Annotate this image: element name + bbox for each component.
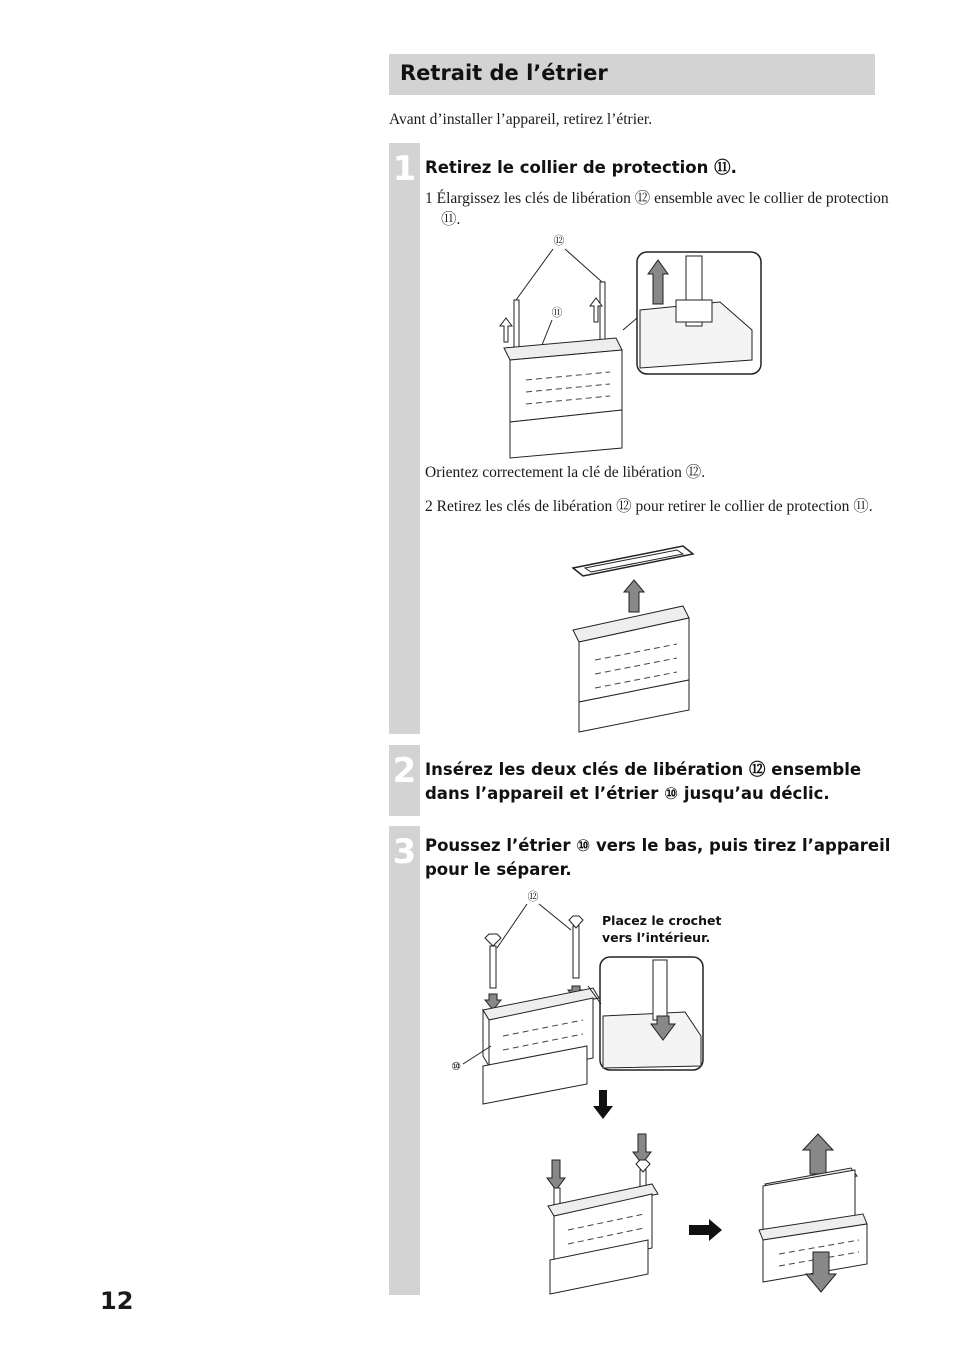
right-arrow-icon bbox=[689, 1219, 723, 1241]
step-2-heading-line-1: Insérez les deux clés de libération ⑫ ensemble bbox=[425, 760, 862, 779]
callout-sleeve-label: ⑩ bbox=[451, 1060, 461, 1073]
figure-insert-keys bbox=[445, 886, 710, 1111]
section-title-bar bbox=[389, 54, 875, 95]
step-2-bar bbox=[389, 745, 420, 816]
callout-key-label: ⑫ bbox=[553, 234, 565, 247]
step-1-bar bbox=[389, 143, 420, 734]
step-1-heading: Retirez le collier de protection ⑪. bbox=[425, 158, 737, 177]
down-arrow-icon bbox=[592, 1090, 614, 1120]
step-1-substep-1: 1 Élargissez les clés de libération ⑫ ensemble avec le collier de protection ⑪. bbox=[425, 190, 889, 228]
step-1-number: 1 bbox=[392, 149, 417, 189]
page-title: Retrait de l’étrier bbox=[400, 61, 608, 85]
figure-collar-release bbox=[490, 230, 770, 465]
intro-text: Avant d’installer l’appareil, retirez l’étrier. bbox=[389, 111, 653, 128]
figure-unit-separated bbox=[755, 1134, 870, 1294]
figure-keys-inserted bbox=[540, 1134, 665, 1296]
step-3-heading-line-2: pour le séparer. bbox=[425, 860, 572, 879]
figure-collar-removed bbox=[565, 540, 700, 735]
callout-key-label-2: ⑫ bbox=[527, 890, 539, 903]
figure-caption-line-2: vers l’intérieur. bbox=[602, 930, 711, 945]
step-1-substep-2: 2 Retirez les clés de libération ⑫ pour retirer le collier de protection ⑪. bbox=[425, 498, 873, 515]
step-3-heading-line-1: Poussez l’étrier ⑩ vers le bas, puis tirez l’appareil bbox=[425, 836, 891, 855]
step-1-note: Orientez correctement la clé de libération ⑫. bbox=[425, 464, 706, 481]
step-2-heading-line-2: dans l’appareil et l’étrier ⑩ jusqu’au déclic. bbox=[425, 784, 830, 803]
page-number: 12 bbox=[100, 1287, 134, 1315]
callout-collar-label: ⑪ bbox=[551, 306, 563, 319]
step-2-number: 2 bbox=[392, 751, 417, 791]
figure-caption-line-1: Placez le crochet bbox=[602, 913, 722, 928]
step-3-number: 3 bbox=[392, 832, 417, 872]
step-3-bar bbox=[389, 826, 420, 1295]
